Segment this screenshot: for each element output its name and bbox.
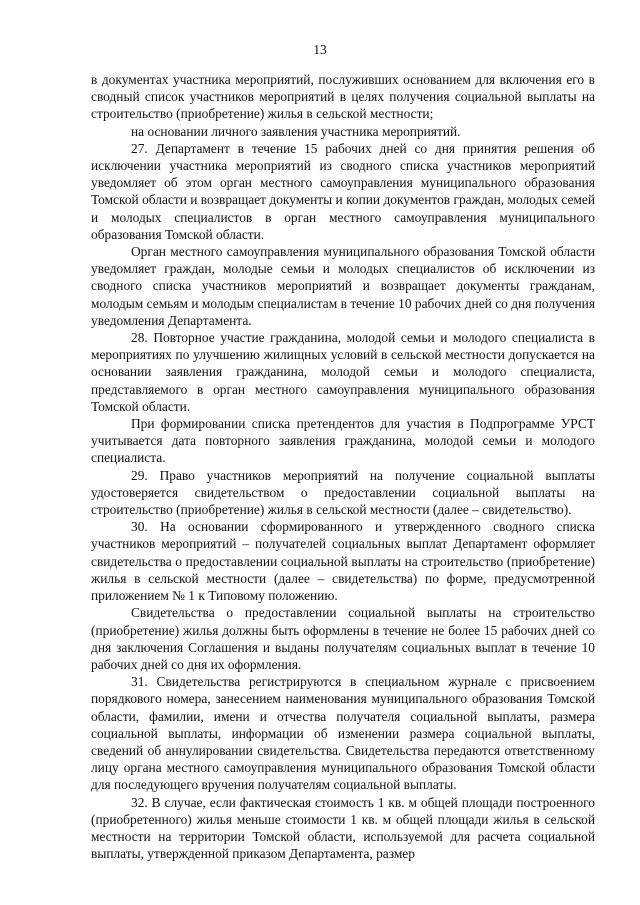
paragraph: 32. В случае, если фактическая стоимость 1 кв. м общей площади построенного (приобретенного) жилья меньше стоимости 1 кв. м общей площади жилья в сельской местности на территории Томской области, используемой для расчета социальной выплаты, утвержденной приказом Департамента, размер xyxy=(91,794,595,862)
paragraph: 29. Право участников мероприятий на получение социальной выплаты удостоверяется свидетельством о предоставлении социальной выплаты на строительство (приобретение) жилья в сельской местности (далее – свидетельство). xyxy=(91,467,595,518)
page-number: 13 xyxy=(313,42,327,57)
paragraph: Орган местного самоуправления муниципального образования Томской области уведомляет граждан, молодые семьи и молодых специалистов об исключении из сводного списка участников мероприятий и возвращает документы гражданам, молодым семьям и молодым специалистам в течение 10 рабочих дней со дня получения уведомления Департамента. xyxy=(91,244,595,328)
paragraph: Свидетельства о предоставлении социальной выплаты на строительство (приобретение) жилья должны быть оформлены в течение не более 15 рабочих дней со дня заключения Соглашения и выданы получателям социальных выплат в течение 10 рабочих дней со дня их оформления. xyxy=(91,605,595,672)
paragraph: на основании личного заявления участника мероприятий. xyxy=(131,123,461,139)
paragraph: 28. Повторное участие гражданина, молодой семьи и молодого специалиста в мероприятиях по улучшению жилищных условий в сельской местности допускается на основании заявления гражданина, молодой семьи и молодого специалиста, представляемого в орган местного самоуправления муниципального образования Томской области. xyxy=(91,330,595,414)
paragraph: 27. Департамент в течение 15 рабочих дней со дня принятия решения об исключении участника мероприятий из сводного списка участников мероприятий уведомляет об этом орган местного самоуправления муниципального образования Томской области и возвращает документы и копии документов граждан, молодых семей и молодых специалистов в орган местного самоуправления муниципального образования Томской области. xyxy=(91,140,595,242)
document-body xyxy=(91,71,595,862)
paragraph: 30. На основании сформированного и утвержденного сводного списка участников мероприятий – получателей социальных выплат Департамент оформляет свидетельства о предоставлении социальной выплаты на строительство (приобретение) жилья в сельской местности (далее – свидетельства) по форме, предусмотренной приложением № 1 к Типовому положению. xyxy=(91,519,595,604)
paragraph: 31. Свидетельства регистрируются в специальном журнале с присвоением порядкового номера, занесением наименования муниципального образования Томской области, фамилии, имени и отчества получателя социальной выплаты, размера социальной выплаты, информации об изменении размера социальной выплаты, сведений об аннулировании свидетельства. Свидетельства передаются ответственному лицу органа местного самоуправления муниципального образования Томской области для последующего вручения получателям социальной выплаты. xyxy=(91,674,595,793)
paragraph: в документах участника мероприятий, послуживших основанием для включения его в сводный список участников мероприятий в целях получения социальной выплаты на строительство (приобретение) жилья в сельской местности; xyxy=(91,72,595,122)
paragraph: При формировании списка претендентов для участия в Подпрограмме УРСТ учитывается дата повторного заявления гражданина, молодой семьи и молодого специалиста. xyxy=(91,416,595,466)
